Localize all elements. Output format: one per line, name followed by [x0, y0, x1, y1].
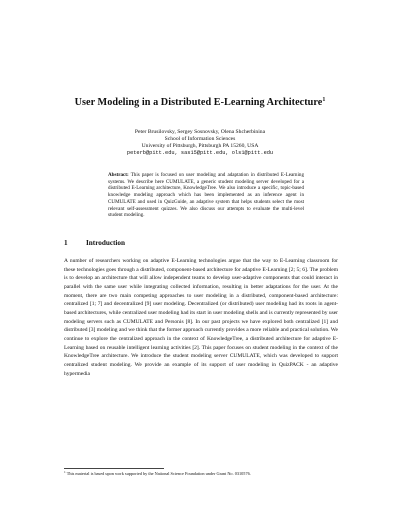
section-title: Introduction — [86, 239, 126, 247]
author-names: Peter Brusilovsky, Sergey Sosnovsky, Olena Shcherbinina — [134, 129, 266, 135]
footnote-divider — [64, 468, 164, 469]
footnote — [64, 471, 338, 477]
abstract-label: Abstract: — [108, 172, 129, 178]
title-footnote-marker: 1 — [322, 97, 326, 103]
paper-title — [0, 97, 400, 108]
section-heading — [64, 239, 125, 247]
author-block — [0, 129, 400, 157]
body-paragraph: A number of researchers working on adaptive E-Learning technologies argue that the way to E-Learning classroom for these technologies goes through a distributed, component-based architecture for adaptive E-Learning [2; 5; 6]. The problem is to develop an architecture that will allow independent teams to develop user-adaptive components that could interact in parallel with the same user while integrating collected information, resulting in better adaptations for the user. At the moment, there are two main competing approaches to user modeling in a distributed, component-based architecture: centralized [1; 7] and decentralized [9] user modeling. Decentralized (or distributed) user modeling had its roots in agent-based architectures, while centralized user modeling had its start in user modeling shells and is currently represented by user modeling servers such as CUMULATE and Personis [8]. In our past projects we have explored both centralized [1] and distributed [3] modeling and we think that the former approach currently provides a more reliable and practical solution. We continue to explore the centralized approach in the context of KnowledgeTree, a distributed architecture for adaptive E-Learning based on reusable intelligent learning activities [2]. This paper focuses on student modeling in the context of the KnowledgeTree architecture. We introduce the student modeling server CUMULATE, which was developed to support centralized student modeling. We provide an example of its support of user modeling in QuizPACK - an adaptive hypermedia — [64, 258, 338, 377]
affiliation-university: University of Pittsburgh, Pittsburgh PA 15260, USA — [141, 143, 259, 150]
section-number: 1 — [64, 239, 68, 247]
abstract — [108, 172, 304, 219]
affiliation-school: School of Information Sciences — [164, 136, 236, 143]
footnote-text: This material is based upon work supported by the National Science Foundation under Grant No. 0310576. — [65, 471, 251, 476]
footnote-marker: 1 — [64, 470, 66, 474]
paper-title-text: User Modeling in a Distributed E-Learning Architecture — [74, 97, 323, 108]
author-emails: peterb@pitt.edu, sas15@pitt.edu, ols1@pitt.edu — [126, 150, 274, 157]
abstract-text: This paper is focused on user modeling and adaptation in distributed E-Learning systems. We describe here CUMULATE, a generic student modeling server developed for a distributed E-Learning architecture, KnowledgeTree. We also introduce a specific, topic-based knowledge modeling approach which has been implemented as an inference agent in CUMULATE and used in QuizGuide, an adaptive system that helps students select the most relevant self-assessment quizzes. We also discuss our attempts to evaluate the multi-level student modeling. — [108, 172, 304, 219]
